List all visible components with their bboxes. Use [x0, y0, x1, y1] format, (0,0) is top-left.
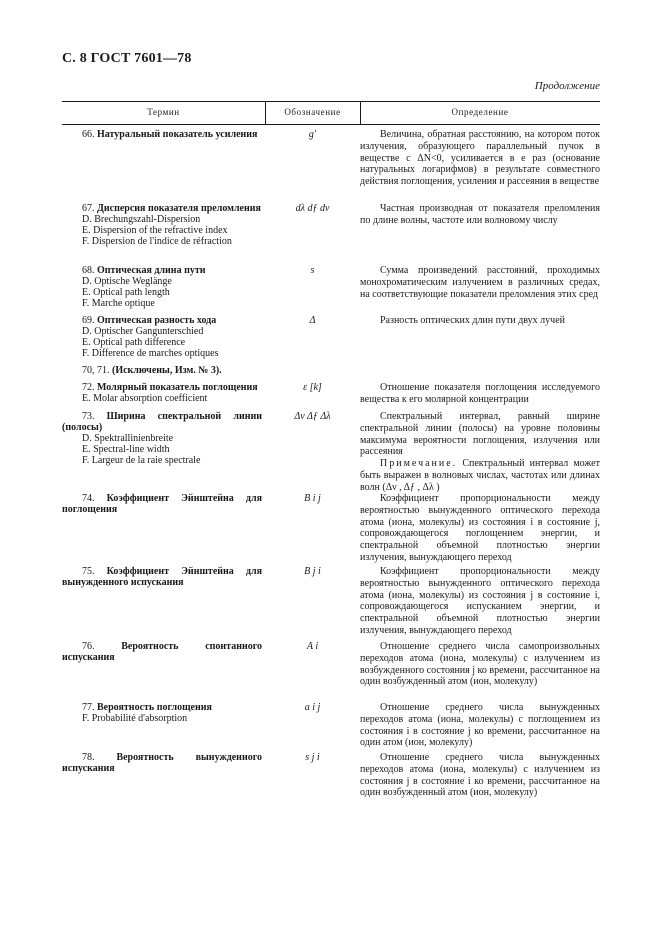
symbol-cell: a i j	[304, 702, 321, 713]
term-cell	[62, 702, 262, 724]
term-cell	[62, 566, 262, 588]
translation-de: D. Spektrallinienbreite	[82, 433, 174, 444]
definition-cell: Частная производная от показателя преломления по длине волны, частоте или волновому числу	[360, 203, 600, 226]
term-title: 78. Вероятность вынужденного испускания	[62, 752, 263, 774]
term-title: 69. Оптическая разность хода	[82, 315, 217, 326]
column-header-symbol: Обозначение	[284, 107, 341, 117]
translation-fr: F. Probabilité d'absorption	[82, 713, 188, 724]
term-title: 74. Коэффициент Эйнштейна для поглощения	[62, 493, 262, 515]
term-title: 70, 71. (Исключены, Изм. № 3).	[82, 365, 222, 376]
term-title: 72. Молярный показатель поглощения	[82, 382, 258, 393]
definition-cell: Коэффициент пропорциональности между вероятностью вынужденного оптического перехода атома (иона, молекулы) из состояния i в состояние j, сопровождающегося поглощением энергии, и спектральной объемной плотностью энергии излучения, вынуждающего переход	[360, 493, 600, 563]
definition-cell	[360, 411, 600, 494]
column-header-term: Термин	[147, 107, 180, 117]
symbol-cell: g′	[308, 129, 317, 140]
translation-de: D. Optischer Gangunterschied	[82, 326, 204, 337]
symbol-cell: dλ dƒ dν	[295, 203, 330, 214]
definition-cell: Отношение среднего числа самопроизвольных переходов атома (иона, молекулы) с излучением из возбужденного состояния j ко времени, рассчитанное на один возбужденный атом (ион, молекулу)	[360, 641, 600, 688]
translation-en: E. Optical path length	[82, 287, 170, 298]
symbol-cell: A i	[306, 641, 319, 652]
term-cell	[62, 382, 262, 404]
translation-fr: F. Difference de marches optiques	[82, 348, 219, 359]
symbol-cell: Δ	[309, 315, 316, 326]
term-cell	[62, 203, 262, 247]
translation-en: E. Molar absorption coefficient	[82, 393, 208, 404]
definition-cell: Отношение показателя поглощения исследуемого вещества к его молярной концентрации	[360, 382, 600, 405]
note-text: Спектральный интервал может быть выражен в волновых числах, частотах или длинах волн (Δν , Δƒ , Δλ )	[360, 458, 600, 493]
definition-cell: Коэффициент пропорциональности между вероятностью вынужденного оптического перехода атома (иона, молекулы) из состояния j в состояние i, сопровождающегося испусканием энергии, и спектральной объемной плотностью энергии излучения, вынуждающего переход	[360, 566, 600, 636]
symbol-cell: B i j	[304, 493, 321, 504]
term-title: 67. Дисперсия показателя преломления	[82, 203, 261, 214]
symbol-cell: s j i	[305, 752, 320, 763]
definition-text: Спектральный интервал, равный ширине спектральной линии (полосы) на уровне половины максимума вероятности поглощения, излучения или рассеяния	[360, 411, 600, 458]
definition-cell: Разность оптических длин пути двух лучей	[380, 315, 565, 326]
term-cell	[62, 641, 262, 663]
symbol-cell: Δν Δƒ Δλ	[294, 411, 331, 422]
symbol-cell: s	[310, 265, 315, 276]
definition-cell: Сумма произведений расстояний, проходимых монохроматическим излучением в различных средах, на соответствующие показатели преломления этих сред	[360, 265, 600, 300]
term-title: 73. Ширина спектральной линии (полосы)	[62, 411, 262, 433]
definition-cell: Отношение среднего числа вынужденных переходов атома (иона, молекулы) с излучением из состояния j в состояние i ко времени, рассчитанное на один возбужденный атом (ион, молекулу)	[360, 752, 600, 799]
translation-fr: F. Marche optique	[82, 298, 155, 309]
term-cell	[62, 752, 262, 774]
term-title: 76. Вероятность спонтанного испускания	[62, 641, 263, 663]
table-header-rule	[62, 124, 600, 125]
term-title: 77. Вероятность поглощения	[82, 702, 212, 713]
continuation-label: Продолжение	[534, 80, 600, 92]
symbol-cell: B j i	[304, 566, 321, 577]
translation-en: E. Spectral-line width	[82, 444, 170, 455]
translation-en: E. Dispersion of the refractive index	[82, 225, 228, 236]
term-title: 68. Оптическая длина пути	[82, 265, 206, 276]
term-cell	[62, 411, 262, 466]
symbol-cell: ε [k]	[303, 382, 322, 393]
definition-cell: Величина, обратная расстоянию, на котором поток излучения, образующего параллельный пучок в веществе с ΔN<0, усиливается в e раз (основание натуральных логарифмов) в результате совместного действия поглощения, усиления и рассеяния в веществе	[360, 129, 600, 188]
translation-de: D. Brechungszahl-Dispersion	[82, 214, 201, 225]
page-header: С. 8 ГОСТ 7601—78	[62, 51, 192, 66]
term-title: 75. Коэффициент Эйнштейна для вынужденного испускания	[62, 566, 262, 588]
column-header-definition: Определение	[451, 107, 509, 117]
translation-de: D. Optische Weglänge	[82, 276, 172, 287]
definition-cell: Отношение среднего числа вынужденных переходов атома (иона, молекулы) с поглощением из состояния i в состояние j ко времени, рассчитанное на один атом (ион, молекулу)	[360, 702, 600, 749]
note-label: Примечание.	[380, 458, 458, 470]
translation-en: E. Optical path difference	[82, 337, 186, 348]
term-cell	[62, 129, 262, 140]
term-cell	[62, 365, 362, 376]
term-cell	[62, 315, 262, 359]
definition-note	[360, 458, 600, 493]
term-cell	[62, 493, 262, 515]
term-title: 66. Натуральный показатель усиления	[82, 129, 258, 140]
term-cell	[62, 265, 262, 309]
translation-fr: F. Largeur de la raie spectrale	[82, 455, 201, 466]
translation-fr: F. Dispersion de l'indice de réfraction	[82, 236, 232, 247]
